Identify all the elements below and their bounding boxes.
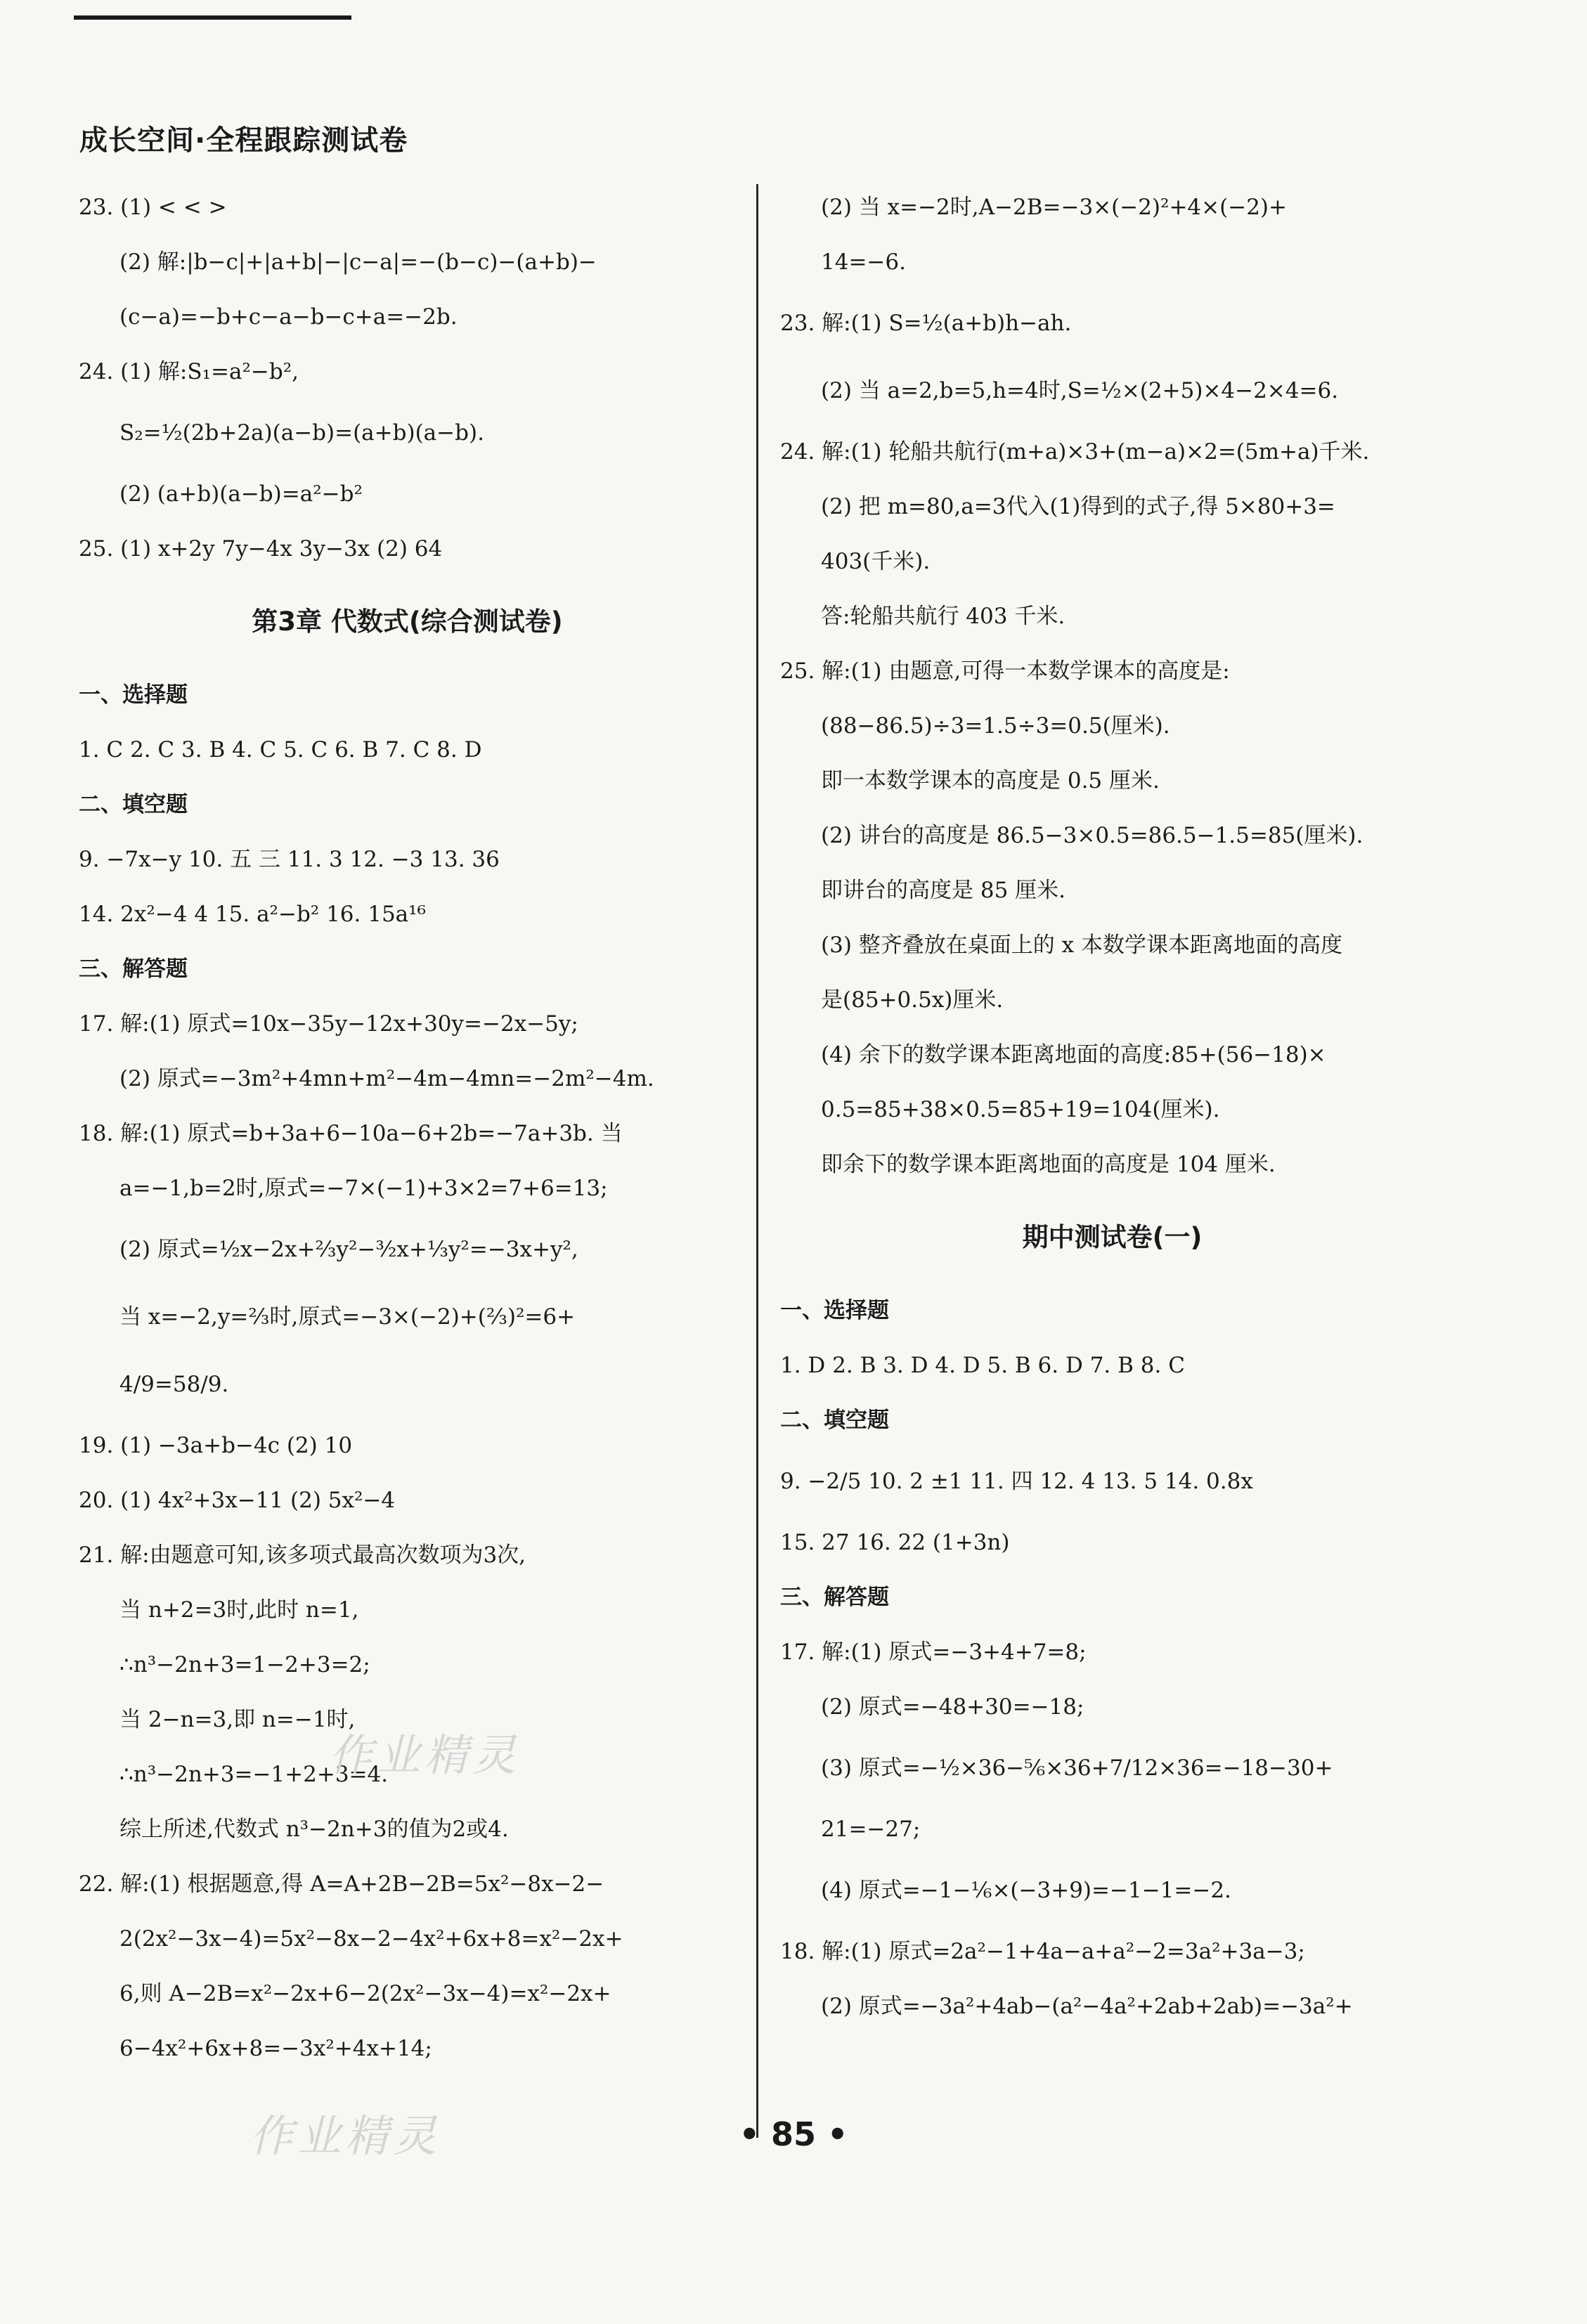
page-number: • 85 • bbox=[739, 2115, 848, 2153]
section-title: 期中测试卷(一) bbox=[1022, 1222, 1203, 1252]
answer-line: 21=−27; bbox=[821, 1817, 921, 1842]
answer-line: 9. −7x−y 10. 五 三 11. 3 12. −3 13. 36 bbox=[79, 847, 500, 872]
answer-line: (2) (a+b)(a−b)=a²−b² bbox=[119, 481, 363, 507]
answer-line: (2) 当 x=−2时,A−2B=−3×(−2)²+4×(−2)+ bbox=[821, 195, 1287, 220]
answer-line: 答:轮船共航行 403 千米. bbox=[821, 604, 1065, 629]
answer-line: 14. 2x²−4 4 15. a²−b² 16. 15a¹⁶ bbox=[79, 902, 427, 927]
left-column bbox=[79, 180, 736, 2076]
answer-line: (2) 讲台的高度是 86.5−3×0.5=86.5−1.5=85(厘米). bbox=[821, 823, 1363, 848]
answer-line: 22. 解:(1) 根据题意,得 A=A+2B−2B=5x²−8x−2− bbox=[79, 1871, 604, 1897]
watermark: 作业精灵 bbox=[329, 1729, 521, 1781]
section-heading: 三、解答题 bbox=[79, 956, 188, 982]
answer-line: (2) 原式=−3m²+4mn+m²−4m−4mn=−2m²−4m. bbox=[119, 1066, 654, 1091]
answer-line: a=−1,b=2时,原式=−7×(−1)+3×2=7+6=13; bbox=[119, 1176, 608, 1201]
answer-line: 21. 解:由题意可知,该多项式最高次数项为3次, bbox=[79, 1543, 526, 1568]
answer-line: 2(2x²−3x−4)=5x²−8x−2−4x²+6x+8=x²−2x+ bbox=[119, 1926, 623, 1952]
answer-line: (88−86.5)÷3=1.5÷3=0.5(厘米). bbox=[821, 713, 1170, 739]
answer-line: 是(85+0.5x)厘米. bbox=[821, 987, 1004, 1013]
watermark: 作业精灵 bbox=[250, 2110, 441, 2162]
answer-line: 18. 解:(1) 原式=2a²−1+4a−a+a²−2=3a²+3a−3; bbox=[780, 1939, 1305, 1964]
answer-line: ∴n³−2n+3=1−2+3=2; bbox=[119, 1652, 370, 1677]
answer-line: 25. (1) x+2y 7y−4x 3y−3x (2) 64 bbox=[79, 536, 443, 561]
right-column bbox=[780, 180, 1444, 2034]
answer-line: 24. 解:(1) 轮船共航行(m+a)×3+(m−a)×2=(5m+a)千米. bbox=[780, 439, 1370, 465]
answer-line: 9. −2/5 10. 2 ±1 11. 四 12. 4 13. 5 14. 0.8x bbox=[780, 1469, 1253, 1494]
answer-line: (3) 整齐叠放在桌面上的 x 本数学课本距离地面的高度 bbox=[821, 933, 1342, 958]
answer-line: 14=−6. bbox=[821, 249, 906, 275]
answer-line: (4) 原式=−1−⅙×(−3+9)=−1−1=−2. bbox=[821, 1878, 1231, 1903]
answer-line: 17. 解:(1) 原式=−3+4+7=8; bbox=[780, 1640, 1087, 1665]
answer-line: 1. D 2. B 3. D 4. D 5. B 6. D 7. B 8. C bbox=[780, 1353, 1185, 1378]
answer-line: (2) 原式=−3a²+4ab−(a²−4a²+2ab+2ab)=−3a²+ bbox=[821, 1994, 1353, 2019]
answer-line: 24. (1) 解:S₁=a²−b², bbox=[79, 359, 299, 384]
section-heading: 二、填空题 bbox=[79, 792, 188, 817]
answer-line: 当 x=−2,y=⅔时,原式=−3×(−2)+(⅔)²=6+ bbox=[119, 1304, 576, 1330]
answer-line: (2) 解:|b−c|+|a+b|−|c−a|=−(b−c)−(a+b)− bbox=[119, 249, 597, 275]
answer-line: 19. (1) −3a+b−4c (2) 10 bbox=[79, 1433, 353, 1458]
answer-line: (3) 原式=−½×36−⅚×36+7/12×36=−18−30+ bbox=[821, 1755, 1333, 1781]
answer-line: 当 2−n=3,即 n=−1时, bbox=[119, 1707, 356, 1732]
section-heading: 三、解答题 bbox=[780, 1585, 889, 1610]
answer-line: (2) 原式=½x−2x+⅔y²−³⁄₂x+⅓y²=−3x+y², bbox=[119, 1237, 578, 1262]
section-heading: 一、选择题 bbox=[780, 1298, 889, 1323]
section-heading: 二、填空题 bbox=[780, 1408, 889, 1433]
answer-line: 23. (1) < < > bbox=[79, 195, 227, 220]
answer-line: 15. 27 16. 22 (1+3n) bbox=[780, 1530, 1010, 1555]
answer-line: 17. 解:(1) 原式=10x−35y−12x+30y=−2x−5y; bbox=[79, 1011, 578, 1037]
top-rule bbox=[74, 15, 351, 20]
section-title: 第3章 代数式(综合测试卷) bbox=[252, 606, 563, 637]
page-header: 成长空间·全程跟踪测试卷 bbox=[79, 124, 408, 157]
answer-line: 即余下的数学课本距离地面的高度是 104 厘米. bbox=[821, 1152, 1276, 1177]
answer-line: 20. (1) 4x²+3x−11 (2) 5x²−4 bbox=[79, 1488, 396, 1513]
answer-line: 综上所述,代数式 n³−2n+3的值为2或4. bbox=[119, 1817, 509, 1842]
answer-line: 当 n+2=3时,此时 n=1, bbox=[119, 1597, 359, 1623]
answer-line: (c−a)=−b+c−a−b−c+a=−2b. bbox=[119, 304, 458, 330]
answer-line: (2) 当 a=2,b=5,h=4时,S=½×(2+5)×4−2×4=6. bbox=[821, 378, 1339, 403]
answer-line: (2) 把 m=80,a=3代入(1)得到的式子,得 5×80+3= bbox=[821, 494, 1335, 519]
answer-line: (4) 余下的数学课本距离地面的高度:85+(56−18)× bbox=[821, 1042, 1326, 1067]
answer-line: S₂=½(2b+2a)(a−b)=(a+b)(a−b). bbox=[119, 420, 484, 446]
section-heading: 一、选择题 bbox=[79, 682, 188, 708]
answer-line: 0.5=85+38×0.5=85+19=104(厘米). bbox=[821, 1097, 1220, 1122]
answer-line: 4/9=58/9. bbox=[119, 1372, 229, 1397]
answer-line: ∴n³−2n+3=−1+2+3=4. bbox=[119, 1762, 389, 1787]
answer-line: 即一本数学课本的高度是 0.5 厘米. bbox=[821, 768, 1160, 793]
answer-line: 1. C 2. C 3. B 4. C 5. C 6. B 7. C 8. D bbox=[79, 737, 482, 762]
answer-line: 403(千米). bbox=[821, 549, 931, 574]
answer-line: 18. 解:(1) 原式=b+3a+6−10a−6+2b=−7a+3b. 当 bbox=[79, 1121, 623, 1146]
column-divider bbox=[756, 184, 758, 2138]
answer-line: 25. 解:(1) 由题意,可得一本数学课本的高度是: bbox=[780, 658, 1230, 684]
answer-line: 6,则 A−2B=x²−2x+6−2(2x²−3x−4)=x²−2x+ bbox=[119, 1981, 611, 2006]
answer-line: 23. 解:(1) S=½(a+b)h−ah. bbox=[780, 311, 1072, 336]
answer-line: 6−4x²+6x+8=−3x²+4x+14; bbox=[119, 2036, 432, 2061]
answer-line: (2) 原式=−48+30=−18; bbox=[821, 1694, 1084, 1720]
answer-line: 即讲台的高度是 85 厘米. bbox=[821, 878, 1066, 903]
